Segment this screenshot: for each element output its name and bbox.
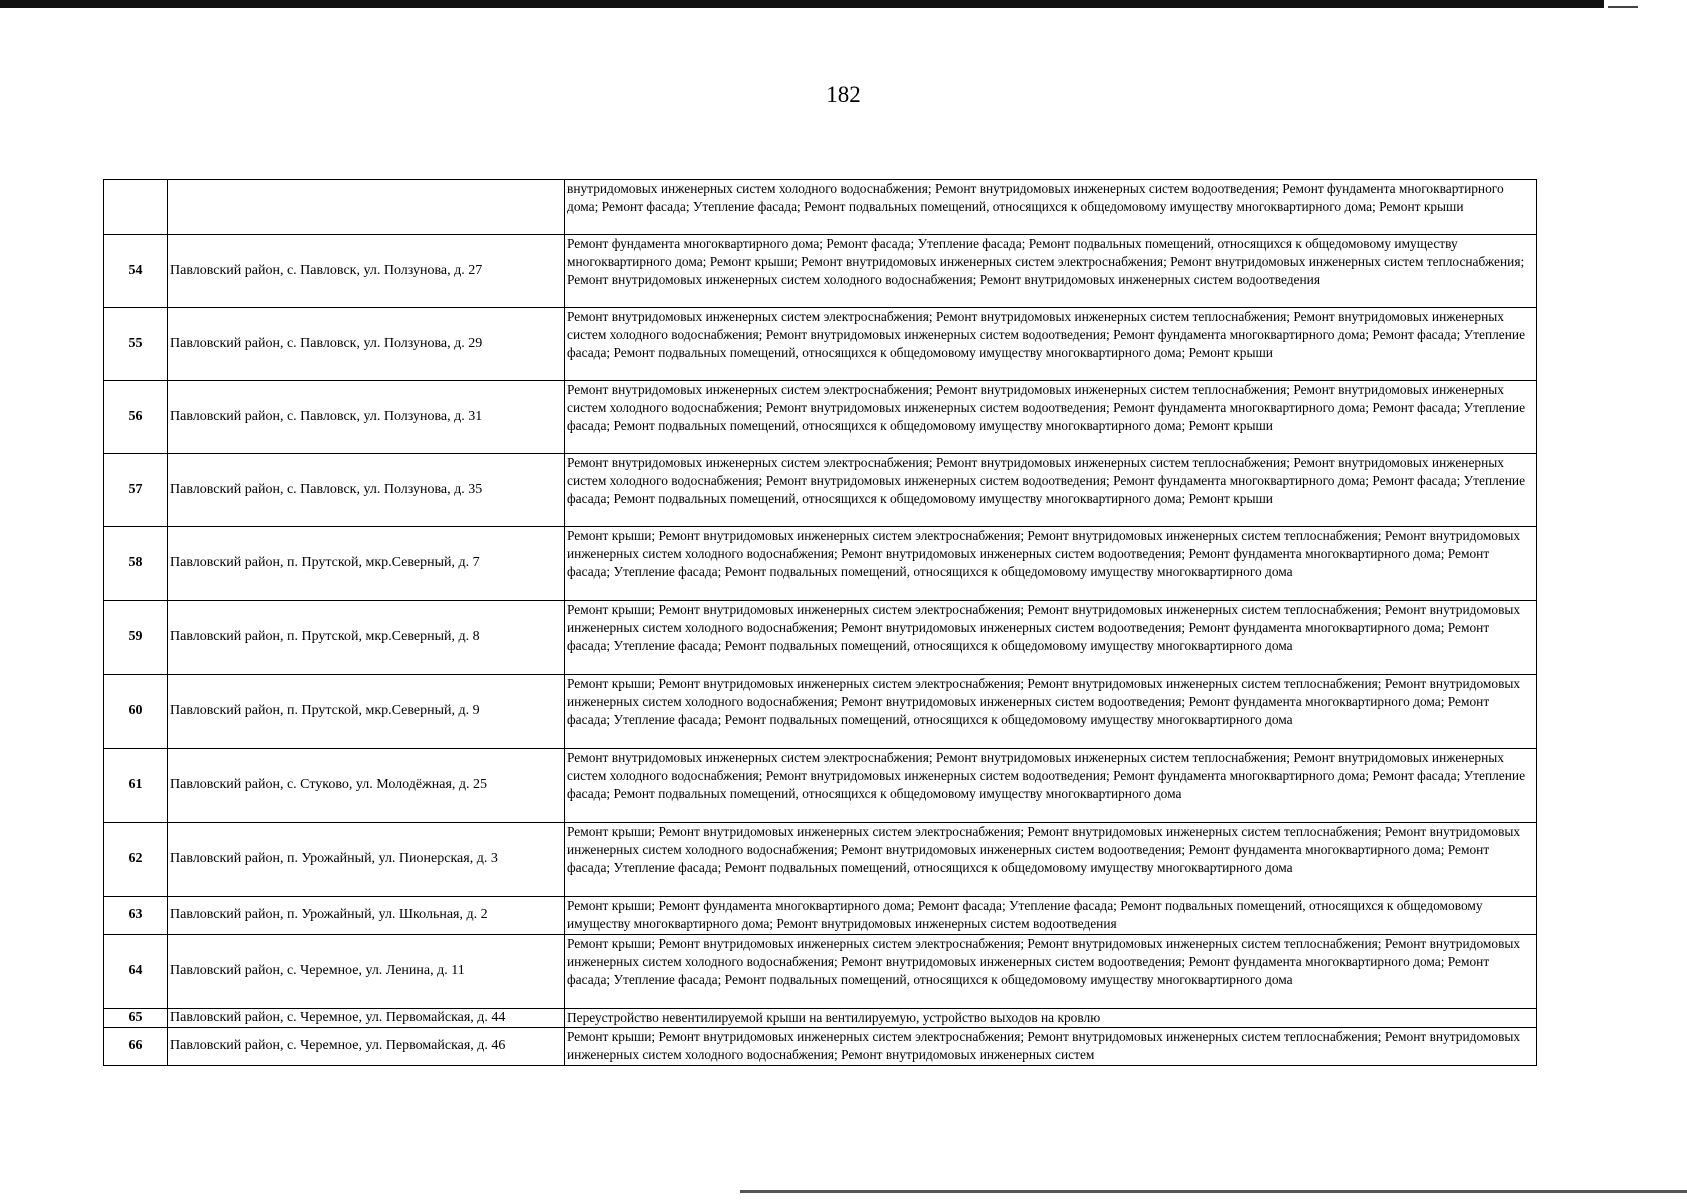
table-row	[104, 897, 1537, 935]
row-address: Павловский район, с. Черемное, ул. Ленина, д. 11	[168, 935, 565, 1009]
scan-top-border	[0, 0, 1604, 8]
table-row	[104, 601, 1537, 675]
row-address: Павловский район, с. Черемное, ул. Первомайская, д. 44	[168, 1009, 565, 1028]
row-works: Ремонт внутридомовых инженерных систем электроснабжения; Ремонт внутридомовых инженерных систем теплоснабжения; Ремонт внутридомовых инженерных систем холодного водоснабжения; Ремонт внутридомовых инженерных систем водоотведения; Ремонт фундамента многоквартирного дома; Ремонт фасада; Утепление фасада; Ремонт подвальных помещений, относящихся к общедомовому имуществу многоквартирного дома	[565, 749, 1537, 823]
table-row	[104, 823, 1537, 897]
table-row	[104, 1009, 1537, 1028]
table-row	[104, 454, 1537, 527]
row-number: 59	[104, 601, 168, 675]
row-works: Ремонт крыши; Ремонт внутридомовых инженерных систем электроснабжения; Ремонт внутридомовых инженерных систем теплоснабжения; Ремонт внутридомовых инженерных систем холодного водоснабжения; Ремонт внутридомовых инженерных систем водоотведения; Ремонт фундамента многоквартирного дома; Ремонт фасада; Утепление фасада; Ремонт подвальных помещений, относящихся к общедомовому имуществу многоквартирного дома	[565, 527, 1537, 601]
row-number: 58	[104, 527, 168, 601]
repair-works-table	[103, 179, 1537, 1066]
row-works: Ремонт крыши; Ремонт внутридомовых инженерных систем электроснабжения; Ремонт внутридомовых инженерных систем теплоснабжения; Ремонт внутридомовых инженерных систем холодного водоснабжения; Ремонт внутридомовых инженерных систем	[565, 1028, 1537, 1065]
row-number: 65	[104, 1009, 168, 1028]
row-number: 66	[104, 1028, 168, 1065]
row-works: Ремонт крыши; Ремонт внутридомовых инженерных систем электроснабжения; Ремонт внутридомовых инженерных систем теплоснабжения; Ремонт внутридомовых инженерных систем холодного водоснабжения; Ремонт внутридомовых инженерных систем водоотведения; Ремонт фундамента многоквартирного дома; Ремонт фасада; Утепление фасада; Ремонт подвальных помещений, относящихся к общедомовому имуществу многоквартирного дома	[565, 823, 1537, 897]
row-number: 54	[104, 235, 168, 308]
row-works: Ремонт крыши; Ремонт фундамента многоквартирного дома; Ремонт фасада; Утепление фасада; Ремонт подвальных помещений, относящихся к общедомовому имуществу многоквартирного дома; Ремонт внутридомовых инженерных систем водоотведения	[565, 897, 1537, 935]
table-row	[104, 381, 1537, 454]
row-number: 60	[104, 675, 168, 749]
row-works: Ремонт крыши; Ремонт внутридомовых инженерных систем электроснабжения; Ремонт внутридомовых инженерных систем теплоснабжения; Ремонт внутридомовых инженерных систем холодного водоснабжения; Ремонт внутридомовых инженерных систем водоотведения; Ремонт фундамента многоквартирного дома; Ремонт фасада; Утепление фасада; Ремонт подвальных помещений, относящихся к общедомовому имуществу многоквартирного дома	[565, 675, 1537, 749]
row-address: Павловский район, с. Павловск, ул. Ползунова, д. 35	[168, 454, 565, 527]
row-number	[104, 180, 168, 235]
table-row	[104, 527, 1537, 601]
row-number: 57	[104, 454, 168, 527]
row-works: Ремонт крыши; Ремонт внутридомовых инженерных систем электроснабжения; Ремонт внутридомовых инженерных систем теплоснабжения; Ремонт внутридомовых инженерных систем холодного водоснабжения; Ремонт внутридомовых инженерных систем водоотведения; Ремонт фундамента многоквартирного дома; Ремонт фасада; Утепление фасада; Ремонт подвальных помещений, относящихся к общедомовому имуществу многоквартирного дома	[565, 601, 1537, 675]
row-number: 61	[104, 749, 168, 823]
row-address: Павловский район, п. Урожайный, ул. Школьная, д. 2	[168, 897, 565, 935]
row-address: Павловский район, п. Прутской, мкр.Северный, д. 8	[168, 601, 565, 675]
scan-top-border-tail	[1608, 6, 1638, 8]
table-row	[104, 1028, 1537, 1065]
row-address: Павловский район, п. Прутской, мкр.Северный, д. 7	[168, 527, 565, 601]
row-works: Переустройство невентилируемой крыши на вентилируемую, устройство выходов на кровлю	[565, 1009, 1537, 1028]
row-number: 63	[104, 897, 168, 935]
row-address	[168, 180, 565, 235]
row-address: Павловский район, с. Павловск, ул. Ползунова, д. 29	[168, 308, 565, 381]
row-works: Ремонт крыши; Ремонт внутридомовых инженерных систем электроснабжения; Ремонт внутридомовых инженерных систем теплоснабжения; Ремонт внутридомовых инженерных систем холодного водоснабжения; Ремонт внутридомовых инженерных систем водоотведения; Ремонт фундамента многоквартирного дома; Ремонт фасада; Утепление фасада; Ремонт подвальных помещений, относящихся к общедомовому имуществу многоквартирного дома	[565, 935, 1537, 1009]
row-number: 64	[104, 935, 168, 1009]
table-row	[104, 749, 1537, 823]
table-row	[104, 935, 1537, 1009]
row-works: Ремонт фундамента многоквартирного дома; Ремонт фасада; Утепление фасада; Ремонт подвальных помещений, относящихся к общедомовому имуществу многоквартирного дома; Ремонт крыши; Ремонт внутридомовых инженерных систем электроснабжения; Ремонт внутридомовых инженерных систем теплоснабжения; Ремонт внутридомовых инженерных систем холодного водоснабжения; Ремонт внутридомовых инженерных систем водоотведения	[565, 235, 1537, 308]
page-number: 182	[826, 82, 861, 107]
row-address: Павловский район, с. Павловск, ул. Ползунова, д. 27	[168, 235, 565, 308]
table-row	[104, 235, 1537, 308]
row-number: 55	[104, 308, 168, 381]
row-works: Ремонт внутридомовых инженерных систем электроснабжения; Ремонт внутридомовых инженерных систем теплоснабжения; Ремонт внутридомовых инженерных систем холодного водоснабжения; Ремонт внутридомовых инженерных систем водоотведения; Ремонт фундамента многоквартирного дома; Ремонт фасада; Утепление фасада; Ремонт подвальных помещений, относящихся к общедомовому имуществу многоквартирного дома; Ремонт крыши	[565, 454, 1537, 527]
scan-bottom-border	[740, 1190, 1687, 1193]
table-row	[104, 308, 1537, 381]
row-works: внутридомовых инженерных систем холодного водоснабжения; Ремонт внутридомовых инженерных систем водоотведения; Ремонт фундамента многоквартирного дома; Ремонт фасада; Утепление фасада; Ремонт подвальных помещений, относящихся к общедомовому имуществу многоквартирного дома; Ремонт крыши	[565, 180, 1537, 235]
table-row	[104, 180, 1537, 235]
table-row	[104, 675, 1537, 749]
row-address: Павловский район, п. Прутской, мкр.Северный, д. 9	[168, 675, 565, 749]
row-address: Павловский район, с. Черемное, ул. Первомайская, д. 46	[168, 1028, 565, 1065]
row-address: Павловский район, с. Стуково, ул. Молодёжная, д. 25	[168, 749, 565, 823]
row-address: Павловский район, п. Урожайный, ул. Пионерская, д. 3	[168, 823, 565, 897]
row-number: 56	[104, 381, 168, 454]
row-address: Павловский район, с. Павловск, ул. Ползунова, д. 31	[168, 381, 565, 454]
row-works: Ремонт внутридомовых инженерных систем электроснабжения; Ремонт внутридомовых инженерных систем теплоснабжения; Ремонт внутридомовых инженерных систем холодного водоснабжения; Ремонт внутридомовых инженерных систем водоотведения; Ремонт фундамента многоквартирного дома; Ремонт фасада; Утепление фасада; Ремонт подвальных помещений, относящихся к общедомовому имуществу многоквартирного дома; Ремонт крыши	[565, 308, 1537, 381]
row-works: Ремонт внутридомовых инженерных систем электроснабжения; Ремонт внутридомовых инженерных систем теплоснабжения; Ремонт внутридомовых инженерных систем холодного водоснабжения; Ремонт внутридомовых инженерных систем водоотведения; Ремонт фундамента многоквартирного дома; Ремонт фасада; Утепление фасада; Ремонт подвальных помещений, относящихся к общедомовому имуществу многоквартирного дома; Ремонт крыши	[565, 381, 1537, 454]
row-number: 62	[104, 823, 168, 897]
